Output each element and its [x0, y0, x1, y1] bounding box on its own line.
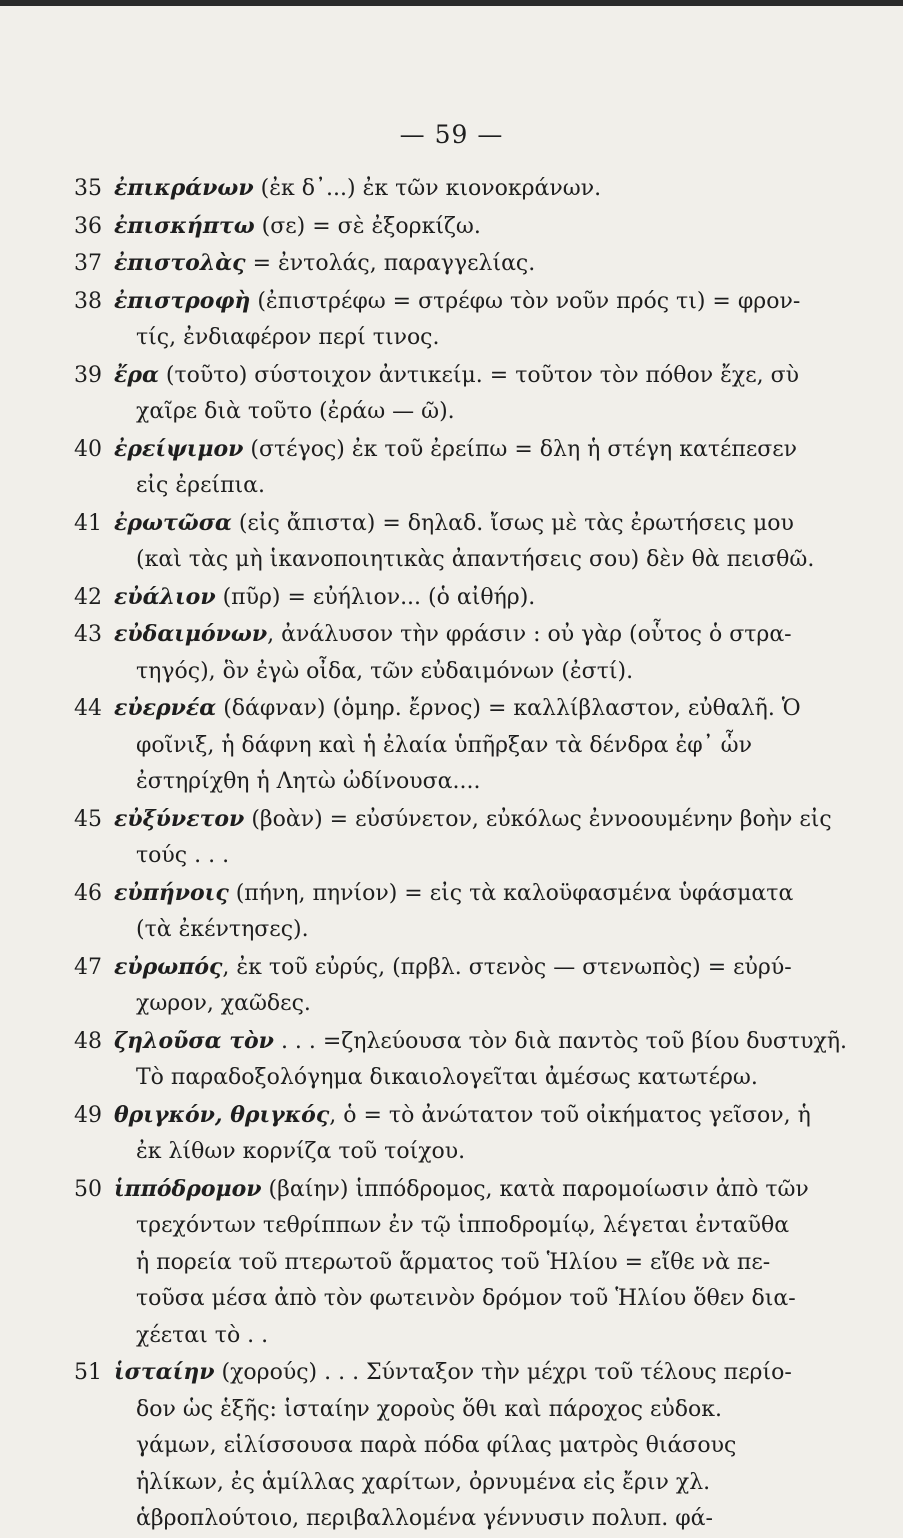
entry-term: ἱσταίην	[114, 1359, 215, 1385]
entry-definition: . . . =ζηλεύουσα τὸν διὰ παντὸς τοῦ βίου δυστυχῆ.	[273, 1028, 847, 1054]
entry-definition: (στέγος) ἐκ τοῦ ἐρείπω = δλη ἡ στέγη κατέπεσεν	[243, 436, 798, 462]
glossary-entry	[74, 505, 814, 579]
entry-term: ἱππόδρομον	[114, 1175, 262, 1202]
entry-first-line	[74, 875, 814, 913]
entry-number: 42	[74, 584, 102, 610]
entry-term: εὐπήνοις	[114, 879, 229, 906]
entry-continuation-line: τίς, ἐνδιαφέρον περί τινος.	[136, 325, 440, 350]
entry-continuation-line: ἐκ λίθων κορνίζα τοῦ τοίχου.	[136, 1139, 466, 1164]
entry-number: 36	[74, 213, 102, 239]
glossary-entry	[74, 875, 814, 949]
entry-first-line	[74, 283, 814, 321]
entry-first-line	[74, 1171, 814, 1209]
entry-continuation-line: γάμων, εἱλίσσουσα παρὰ πόδα φίλας ματρὸς θιάσους	[136, 1433, 737, 1458]
entry-first-line	[74, 579, 814, 617]
glossary-entry	[74, 1354, 814, 1538]
entry-continuation-line: ἐστηρίχθη ἡ Λητὼ ὠδίνουσα....	[136, 769, 481, 794]
entry-first-line	[74, 208, 814, 246]
entry-definition: (ἐπιστρέφω = στρέφω τὸν νοῦν πρός τι) = φρον-	[250, 288, 801, 314]
entry-number: 43	[74, 622, 102, 647]
entry-number: 47	[74, 954, 102, 980]
entry-continuation-line: φοῖνιξ, ἡ δάφνη καὶ ἡ ἐλαία ὑπῆρξαν τὰ δένδρα ἐφ᾽ ὧν	[136, 732, 752, 758]
entry-number: 38	[74, 288, 102, 314]
entry-continuation-line: Τὸ παραδοξολόγημα δικαιολογεῖται ἀμέσως κατωτέρω.	[136, 1065, 758, 1090]
entry-term: εὐδαιμόνων	[114, 621, 268, 647]
entry-number: 50	[74, 1176, 102, 1202]
entry-continuation-line: χέεται τὸ . .	[136, 1322, 269, 1348]
entry-term: εὐρωπός	[114, 953, 223, 980]
entry-definition: (βοὰν) = εὐσύνετον, εὐκόλως ἐννοουμένην βοὴν εἰς	[244, 806, 832, 832]
page-number: — 59 —	[399, 120, 504, 149]
glossary-entry	[74, 431, 814, 505]
entry-first-line	[74, 170, 814, 208]
entry-term: θριγκόν, θριγκός	[114, 1101, 330, 1128]
glossary-entry	[74, 170, 814, 208]
entry-continuation-line: εἰς ἐρείπια.	[136, 473, 266, 498]
entry-term: ἐπικράνων	[114, 175, 254, 201]
entry-term: ζηλοῦσα τὸν	[114, 1027, 274, 1054]
entry-definition: (σε) = σὲ ἐξορκίζω.	[254, 213, 481, 239]
glossary-entry	[74, 1097, 814, 1171]
glossary-entry	[74, 616, 814, 690]
entry-number: 49	[74, 1102, 102, 1128]
entry-first-line	[74, 431, 814, 469]
glossary-entry	[74, 208, 814, 246]
entry-number: 46	[74, 880, 102, 906]
entry-definition: (χορούς) . . . Σύνταξον τὴν μέχρι τοῦ τέλους περίο-	[214, 1360, 792, 1385]
entry-continuation-line: ἡ πορεία τοῦ πτερωτοῦ ἅρματος τοῦ Ἡλίου = εἴθε νὰ πε-	[136, 1249, 771, 1275]
entry-first-line	[74, 690, 814, 728]
glossary-entry	[74, 1171, 814, 1355]
entry-first-line	[74, 245, 814, 283]
entry-first-line	[74, 1354, 814, 1392]
glossary-entry	[74, 245, 814, 283]
entry-definition: (ἐκ δ᾽...) ἐκ τῶν κιονοκράνων.	[253, 176, 602, 201]
entry-definition: , ὁ = τὸ ἀνώτατον τοῦ οἰκήματος γεῖσον, ἡ	[329, 1102, 811, 1128]
entry-continuation-line: τηγός), ὃν ἐγὼ οἶδα, τῶν εὐδαιμόνων (ἐστί).	[136, 658, 634, 684]
entry-definition: (εἰς ἄπιστα) = δηλαδ. ἴσως μὲ τὰς ἐρωτήσεις μου	[231, 510, 794, 536]
entry-first-line	[74, 1097, 814, 1135]
entry-number: 48	[74, 1028, 102, 1054]
page-top-edge	[0, 0, 903, 6]
entry-number: 37	[74, 251, 102, 276]
entry-definition: , ἀνάλυσον τὴν φράσιν : οὐ γὰρ (οὗτος ὁ στρα-	[267, 622, 792, 647]
entry-continuation-line: τρεχόντων τεθρίππων ἐν τῷ ἱπποδρομίῳ, λέγεται ἐνταῦθα	[136, 1213, 790, 1238]
entry-term: ἐπιστροφὴ	[114, 287, 251, 314]
entry-list	[74, 170, 847, 1538]
entry-continuation-line: χωρον, χαῶδες.	[136, 991, 311, 1016]
entry-definition: (δάφναν) (ὁμηρ. ἔρνος) = καλλίβλαστον, εὐθαλῆ. Ὁ	[216, 696, 801, 721]
entry-first-line	[74, 616, 814, 654]
entry-definition: (τοῦτο) σύστοιχον ἀντικείμ. = τοῦτον τὸν πόθον ἔχε, σὺ	[158, 362, 800, 388]
entry-definition: = ἐντολάς, παραγγελίας.	[245, 251, 536, 276]
entry-continuation-line: τοῦσα μέσα ἀπὸ τὸν φωτεινὸν δρόμον τοῦ Ἡλίου ὅθεν δια-	[136, 1286, 796, 1311]
entry-number: 40	[74, 436, 102, 462]
entry-definition: , ἐκ τοῦ εὐρύς, (πρβλ. στενὸς — στενωπὸς) = εὐρύ-	[222, 954, 792, 980]
entry-continuation-line: (τὰ ἐκέντησες).	[136, 917, 309, 942]
entry-term: εὐερνέα	[114, 695, 217, 721]
entry-continuation-line: ἁβροπλούτοιο, περιβαλλομένα γέννυσιν πολυπ. φά-	[136, 1506, 713, 1531]
entry-definition: (πήνη, πηνίον) = εἰς τὰ καλοϋφασμένα ὑφάσματα	[228, 880, 794, 906]
entry-number: 41	[74, 510, 102, 536]
entry-term: εὐάλιον	[114, 583, 216, 610]
glossary-entry	[74, 1023, 847, 1097]
glossary-entry	[74, 357, 814, 431]
entry-term: ἐπιστολὰς	[114, 250, 246, 276]
glossary-entry	[74, 690, 814, 801]
entry-number: 45	[74, 806, 102, 832]
entry-first-line	[74, 505, 814, 543]
entry-definition: (πῦρ) = εὐήλιον... (ὁ αἰθήρ).	[215, 584, 536, 610]
glossary-entry	[74, 579, 814, 617]
entry-term: ἐρείψιμον	[114, 435, 244, 462]
entry-term: εὐξύνετον	[114, 805, 245, 832]
entry-first-line	[74, 357, 814, 395]
entry-continuation-line: τούς . . .	[136, 843, 230, 868]
entry-definition: (βαίην) ἱππόδρομος, κατὰ παρομοίωσιν ἀπὸ τῶν	[261, 1176, 809, 1202]
entry-term: ἐπισκήπτω	[114, 212, 255, 239]
entry-first-line	[74, 949, 814, 987]
entry-continuation-line: (καὶ τὰς μὴ ἱκανοποιητικὰς ἀπαντήσεις σου) δὲν θὰ πεισθῶ.	[136, 547, 815, 572]
entry-continuation-line: χαῖρε διὰ τοῦτο (ἐράω — ῶ).	[136, 399, 455, 424]
entry-first-line	[74, 1023, 847, 1061]
entry-number: 44	[74, 696, 102, 721]
glossary-entry	[74, 949, 814, 1023]
entry-term: ἔρα	[114, 361, 159, 388]
glossary-entry	[74, 801, 832, 875]
entry-first-line	[74, 801, 832, 839]
glossary-entry	[74, 283, 814, 357]
entry-number: 35	[74, 176, 102, 201]
entry-continuation-line: ἡλίκων, ἐς ἁμίλλας χαρίτων, ὀρνυμένα εἰς ἔριν χλ.	[136, 1469, 711, 1495]
entry-term: ἐρωτῶσα	[114, 509, 232, 536]
entry-number: 39	[74, 362, 102, 388]
entry-continuation-line: δον ὡς ἑξῆς: ἱσταίην χοροὺς ὅθι καὶ πάροχος εὐδοκ.	[136, 1396, 722, 1422]
entry-number: 51	[74, 1360, 102, 1385]
